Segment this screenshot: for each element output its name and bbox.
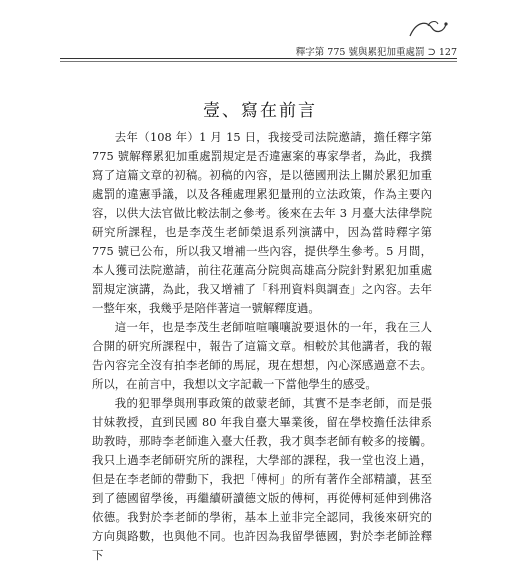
paragraph: 這一年，也是李茂生老師喧喧嚷嚷說要退休的一年，我在三人合開的研究所課程中，報告了這篇文章。相較於其他講者，我的報告內容完全沒有拍李老師的馬屁，現在想想，內心深感過意不去。所以，在前言中，我想以文字記載一下當他學生的感受。 [92, 320, 432, 391]
swirl-icon: ⊃ [427, 47, 436, 58]
header-ornament-icon [406, 18, 450, 40]
section-title: 壹、寫在前言 [203, 101, 317, 121]
running-title: 釋字第 775 號與累犯加重處罰 [295, 47, 425, 58]
body-text [92, 128, 432, 565]
header-rule [60, 58, 457, 59]
header-rule-thin [60, 61, 457, 62]
page-number: 127 [438, 47, 457, 58]
paragraph: 去年（108 年）1 月 15 日，我接受司法院邀請，擔任釋字第 775 號解釋累犯加重處罰規定是否違憲案的專家學者，為此，我撰寫了這篇文章的初稿。初稿的內容，是以德國刑法上關於累犯加重處罰的違憲爭議，以及各種處理累犯量刑的立法政策，作為主要內容，以供大法官做比較法制之參考。後來在去年 3 月臺大法律學院研究所課程，也是李茂生老師榮退系列演講中，因為當時釋字第 775 號已公布，所以我又增補一些內容，提供學生參考。5 月間，本人獲司法院邀請，前往花蓮高分院與高雄高分院針對累犯加重處罰規定演講，為此，我又增補了「科刑資料與調查」之內容。去年一整年來，我幾乎是陪伴著這一號解釋度過。 [92, 130, 432, 315]
paragraph: 我的犯罪學與刑事政策的啟蒙老師，其實不是李老師，而是張甘妹教授，直到民國 80 年我自臺大畢業後，留在學校擔任法律系助教時，那時李老師進入臺大任教，我才與李老師有較多的接觸。我只上過李老師研究所的課程，大學部的課程，我一堂也沒上過，但是在李老師的帶動下，我把「傅柯」的所有著作全部精讀，甚至到了德國留學後，再繼續研讀德文版的傅柯，再從傅柯延伸到佛洛依德。我對於李老師的學術，基本上並非完全認同，我後來研究的方向與路數，也與他不同。也許因為我留學德國，對於李老師詮釋下 [92, 396, 432, 562]
